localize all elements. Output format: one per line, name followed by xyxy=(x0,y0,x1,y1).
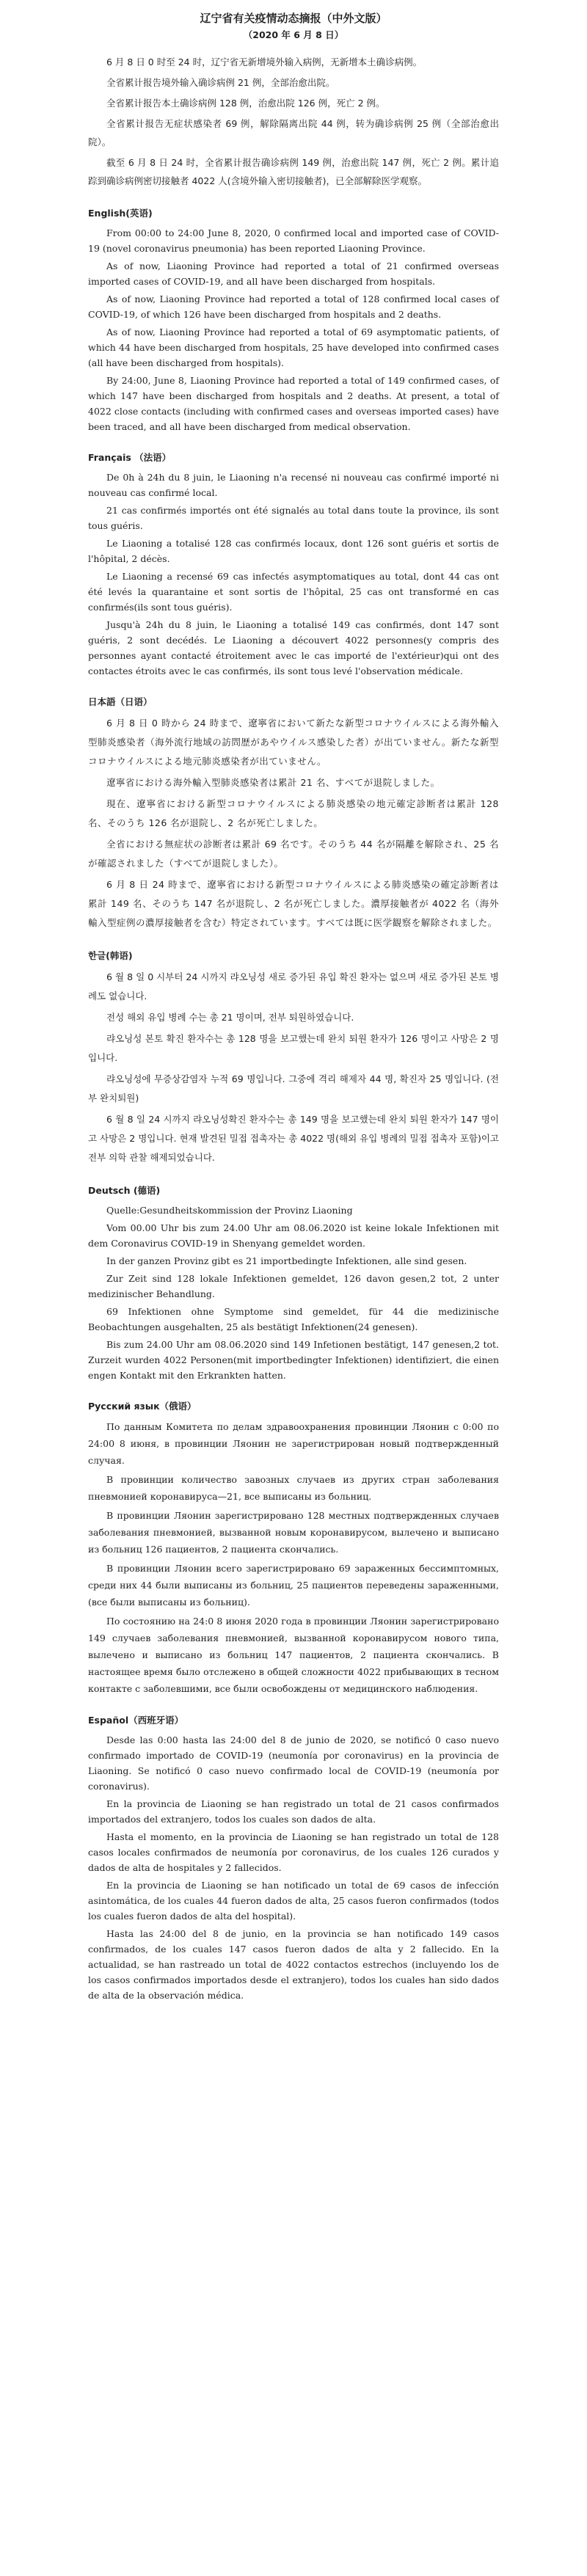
english-paragraph: As of now, Liaoning Province had reported a total of 69 asymptomatic patients, of which 44 have been discharged from hospitals, 25 have developed into confirmed cases (all have been discharged from hospitals). xyxy=(88,326,499,368)
spanish-paragraph: En la provincia de Liaoning se han notificado un total de 69 casos de infección asintomática, de los cuales 44 fueron dados de alta, 25 casos fueron confirmados (todos los cuales fueron dados de alta del hospital). xyxy=(88,1880,499,1922)
german-paragraph: 69 Infektionen ohne Symptome sind gemeldet, für 44 die medizinische Beobachtungen ausgehalten, 25 als bestätigt Infektionen(24 genesen). xyxy=(88,1306,499,1332)
french-paragraph: Le Liaoning a totalisé 128 cas confirmés locaux, dont 126 sont guéris et sortis de l'hôpital, 2 décès. xyxy=(88,538,499,564)
french-paragraph: De 0h à 24h du 8 juin, le Liaoning n'a recensé ni nouveau cas confirmé importé ni nouveau cas confirmé local. xyxy=(88,472,499,498)
korean-heading: 한글(韩语) xyxy=(88,950,133,961)
english-heading: English(英语) xyxy=(88,208,153,219)
french-paragraph: Jusqu'à 24h du 8 juin, le Liaoning a totalisé 149 cas confirmés, dont 147 sont guéris, 2 sont decédés. Le Liaoning a découvert 4022 personnes(y compris des personnes ayant contacté étroitement avec le cas importé de l'extérieur)qui ont des contactes étroits avec le cas confirmés, ils sont tous levé l'observation médicale. xyxy=(88,619,499,676)
chinese-paragraph: 全省累计报告无症状感染者 69 例，解除隔离出院 44 例，转为确诊病例 25 例（全部治愈出院）。 xyxy=(88,118,499,147)
japanese-paragraph: 6 月 8 日 24 時まで、遼寧省における新型コロナウイルスによる肺炎感染の確定診断者は累計 149 名、そのうち 147 名が退院し、2 名が死亡しました。濃厚接触者が 4022 名（海外輸入型症例の濃厚接触者を含む）特定されています。すべては既に医学観察を解除されました。 xyxy=(88,879,499,928)
english-paragraph: As of now, Liaoning Province had reported a total of 128 confirmed local cases of COVID-19, of which 126 have been discharged from hospitals and 2 deaths. xyxy=(88,293,499,320)
document-date: （2020 年 6 月 8 日） xyxy=(243,29,344,40)
spanish-paragraph: Hasta las 24:00 del 8 de junio, en la provincia se han notificado 149 casos confirmados, de los cuales 147 casos fueron dados de alta y 2 fallecido. En la actualidad, se han rastreado un total de 4022 contactos estrechos (incluyendo los de los casos confirmados importados desde el extranjero), todos los cuales han sido dados de alta de la observación médica. xyxy=(88,1928,499,2001)
french-section xyxy=(88,450,499,679)
german-paragraph: Quelle:Gesundheitskommission der Provinz Liaoning xyxy=(106,1205,353,1216)
russian-heading: Русский язык（俄语） xyxy=(88,1401,197,1412)
korean-paragraph: 6 월 8 일 24 시까지 랴오닝성확진 환자수는 총 149 명을 보고했는데 완치 퇴원 환자가 147 명이고 사망은 2 명입니다. 현재 발견된 밀접 접촉자는 총 4022 명(해외 유입 병례의 밀접 접촉자 포함)이고 전부 의학 관찰 해제되었습니다. xyxy=(88,1114,499,1163)
french-paragraph: Le Liaoning a recensé 69 cas infectés asymptomatiques au total, dont 44 cas ont été levés la quarantaine et sont sortis de l'hôpital, 25 cas ont transformé en cas confirmés(ils sont tous guéris). xyxy=(88,571,499,613)
russian-paragraph: По данным Комитета по делам здравоохранения провинции Ляонин с 0:00 по 24:00 8 июня, в провинции Ляонин не зарегистрирован новый подтвержденный случая. xyxy=(88,1421,499,1466)
russian-paragraph: По состоянию на 24:0 8 июня 2020 года в провинции Ляонин зарегистрировано 149 случаев заболевания пневмонией, вызванной коронавирусом нового типа, вылечено и выписано из больниц 147 пациентов, 2 пациента скончались. В настоящее время было отслежено в общей сложности 4022 прибывающих в тесном контакте с заболевшими, все были освобождены от медицинского наблюдения. xyxy=(88,1616,499,1694)
spanish-paragraph: Desde las 0:00 hasta las 24:00 del 8 de junio de 2020, se notificó 0 caso nuevo confirmado importado de COVID-19 (neumonía por coronavirus) en la provincia de Liaoning. Se notificó 0 caso nuevo confirmado local de COVID-19 (neumonía por coronavirus). xyxy=(88,1734,499,1792)
french-heading: Français （法语） xyxy=(88,452,172,463)
japanese-paragraph: 遼寧省における海外輸入型肺炎感染者は累計 21 名、すべてが退院しました。 xyxy=(106,777,440,788)
korean-paragraph: 전성 해외 유입 병례 수는 총 21 명이며, 전부 퇴원하였습니다. xyxy=(106,1012,354,1023)
german-paragraph: Bis zum 24.00 Uhr am 08.06.2020 sind 149 Infetionen bestätigt, 147 genesen,2 tot. Zurzeit wurden 4022 Personen(mit importbedingter Infektionen) identifiziert, die einen engen Kontakt mit den Erkrankten hatten. xyxy=(88,1339,499,1381)
document-title: 辽宁省有关疫情动态摘报（中外文版） xyxy=(200,12,387,25)
japanese-paragraph: 現在、遼寧省における新型コロナウイルスによる肺炎感染の地元確定診断者は累計 128 名、そのうち 126 名が退院し、2 名が死亡しました。 xyxy=(88,798,499,828)
russian-paragraph: В провинции Ляонин зарегистрировано 128 местных подтвержденных случаев заболевания пневмонией, вызванной новым коронавирусом, вылечено и выписано из больниц 126 пациентов, 2 пациента скончались. xyxy=(88,1510,499,1555)
chinese-paragraph: 全省累计报告本土确诊病例 128 例，治愈出院 126 例，死亡 2 例。 xyxy=(106,98,385,109)
korean-paragraph: 6 월 8 일 0 시부터 24 시까지 랴오닝성 새로 증가된 유입 확진 환자는 없으며 새로 증가된 본토 병례도 없습니다. xyxy=(88,971,499,1001)
russian-paragraph: В провинции количество завозных случаев из других стран заболевания пневмонией коронавируса—21, все выписаны из больниц. xyxy=(88,1474,499,1502)
russian-section xyxy=(88,1399,499,1697)
german-section xyxy=(88,1183,499,1383)
french-paragraph: 21 cas confirmés importés ont été signalés au total dans toute la province, ils sont tous guéris. xyxy=(88,505,499,531)
english-section xyxy=(88,206,499,434)
spanish-paragraph: En la provincia de Liaoning se han registrado un total de 21 casos confirmados importados del extranjero, todos los cuales son dados de alta. xyxy=(88,1798,499,1825)
german-heading: Deutsch (德语) xyxy=(88,1185,161,1196)
korean-paragraph: 랴오닝성에 무증상감염자 누적 69 명입니다. 그중에 격리 해제자 44 명, 확진자 25 명입니다. (전부 완치퇴원) xyxy=(88,1073,499,1103)
english-paragraph: As of now, Liaoning Province had reported a total of 21 confirmed overseas imported cases of COVID-19, and all have been discharged from hospitals. xyxy=(88,260,499,287)
german-paragraph: Vom 00.00 Uhr bis zum 24.00 Uhr am 08.06.2020 ist keine lokale Infektionen mit dem Coronavirus COVID-19 in Shenyang gemeldet worden. xyxy=(88,1222,499,1249)
korean-paragraph: 랴오닝성 본토 확진 환자수는 총 128 명을 보고했는데 완치 퇴원 환자가 126 명이고 사망은 2 명입니다. xyxy=(88,1033,499,1063)
chinese-section xyxy=(88,53,499,190)
chinese-paragraph: 截至 6 月 8 日 24 时，全省累计报告确诊病例 149 例，治愈出院 147 例，死亡 2 例。累计追踪到确诊病例密切接触者 4022 人(含境外输入密切接触者)，已全部解除医学观察。 xyxy=(88,157,499,186)
german-paragraph: Zur Zeit sind 128 lokale Infektionen gemeldet, 126 davon gesen,2 tot, 2 unter medizinischer Behandlung. xyxy=(88,1273,499,1299)
japanese-heading: 日本語（日语） xyxy=(88,696,153,707)
german-paragraph: In der ganzen Provinz gibt es 21 importbedingte Infektionen, alle sind gesen. xyxy=(106,1255,467,1266)
russian-paragraph: В провинции Ляонин всего зарегистрировано 69 зараженных бессимптомных, среди них 44 были выписаны из больниц, 25 пациентов переведены зараженными, (все были выписаны из больниц). xyxy=(88,1563,499,1608)
spanish-paragraph: Hasta el momento, en la provincia de Liaoning se han registrado un total de 128 casos locales confirmados de neumonía por coronavirus, de los cuales 126 curados y dados de alta de hospitales y 2 fallecidos. xyxy=(88,1831,499,1873)
english-paragraph: By 24:00, June 8, Liaoning Province had reported a total of 149 confirmed cases, of which 147 have been discharged from hospitals and 2 deaths. At present, a total of 4022 close contacts (including with confirmed cases and overseas imported cases) have been traced, and all have been discharged from medical observation. xyxy=(88,375,499,432)
japanese-paragraph: 6 月 8 日 0 時から 24 時まで、遼寧省において新たな新型コロナウイルスによる海外輸入型肺炎感染者（海外流行地域の訪問歴があやウイルス感染した者）が出ていません。新たな新型コロナウイルスによる地元肺炎感染者が出ていません。 xyxy=(88,718,499,767)
chinese-paragraph: 全省累计报告境外输入确诊病例 21 例，全部治愈出院。 xyxy=(106,77,335,88)
chinese-paragraph: 6 月 8 日 0 时至 24 时，辽宁省无新增境外输入病例，无新增本土确诊病例。 xyxy=(106,56,423,67)
spanish-section xyxy=(88,1713,499,2003)
japanese-section xyxy=(88,695,499,933)
spanish-heading: Español（西班牙语） xyxy=(88,1715,184,1726)
korean-section xyxy=(88,949,499,1167)
english-paragraph: From 00:00 to 24:00 June 8, 2020, 0 confirmed local and imported case of COVID-19 (novel coronavirus pneumonia) has been reported Liaoning Province. xyxy=(88,227,499,254)
japanese-paragraph: 全省における無症状の診断者は累計 69 名です。そのうち 44 名が隔離を解除され、25 名が確認されました（すべてが退院しました）。 xyxy=(88,839,499,869)
